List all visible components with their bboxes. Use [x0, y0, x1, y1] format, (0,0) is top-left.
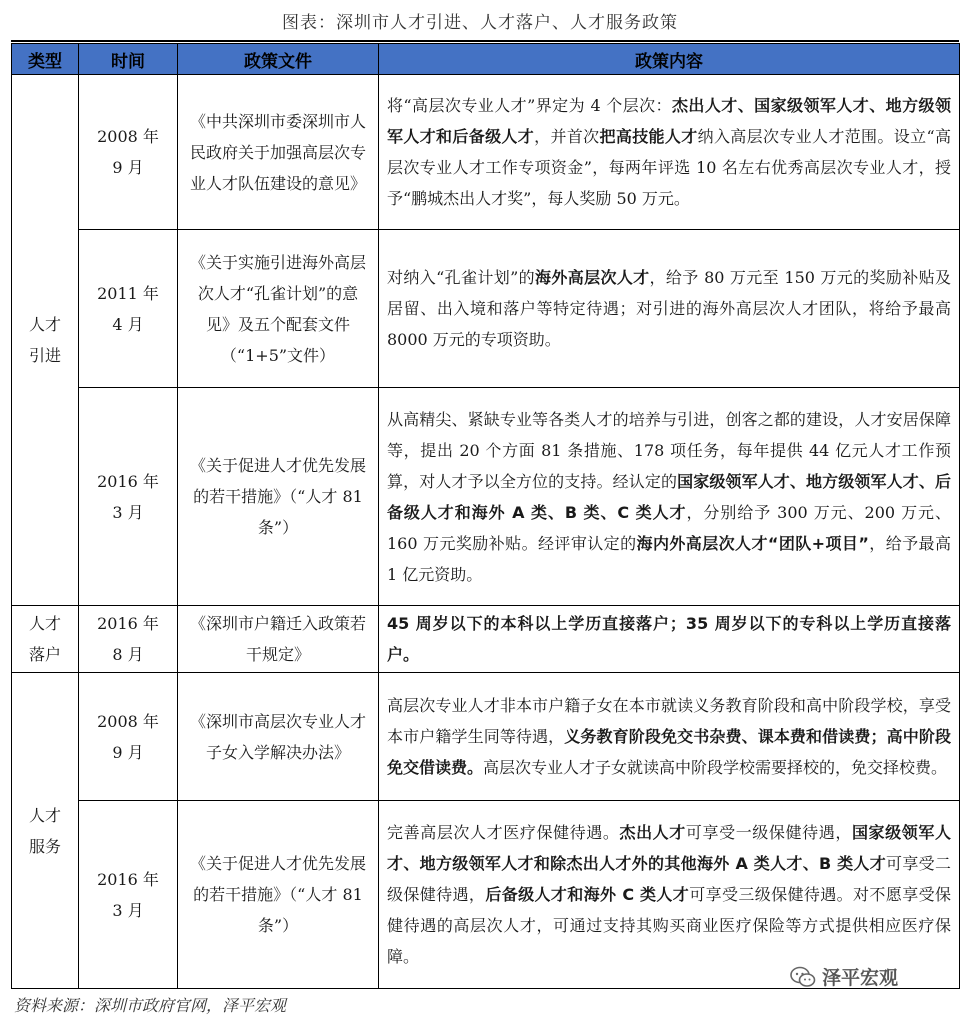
- table-row: [12, 606, 960, 673]
- doc-cell: 《中共深圳市委深圳市人民政府关于加强高层次专业人才队伍建设的意见》: [178, 75, 379, 230]
- header-type: 类型: [12, 44, 79, 75]
- group-service: [12, 673, 79, 989]
- time-label: 2016 年 3 月: [97, 471, 159, 522]
- bold-text: 45 周岁以下的本科以上学历直接落户；35 周岁以下的专科以上学历直接落户。: [387, 614, 951, 664]
- table-row: [12, 388, 960, 606]
- content-text: ，给予 80 万元至 150 万元的奖励补贴及居留、出入境和落户等特定待遇；对引进的海外高层次人才团队，将给予最高 8000 万元的专项资助。: [387, 268, 951, 349]
- group-label: 人才 落户: [28, 614, 61, 664]
- doc-cell: 《深圳市高层次专业人才子女入学解决办法》: [178, 673, 379, 801]
- content-cell: [379, 673, 960, 801]
- top-rule: [11, 40, 959, 42]
- time-cell: [79, 388, 178, 606]
- content-text: 可享受二级保健待遇，: [387, 854, 951, 904]
- time-label: 2016 年 3 月: [97, 869, 159, 920]
- content-cell: [379, 606, 960, 673]
- header-doc: 政策文件: [178, 44, 379, 75]
- bold-text: 杰出人才、国家级领军人才、地方级领军人才和后备级人才: [387, 96, 951, 146]
- wechat-icon: [790, 966, 816, 988]
- watermark-text: 泽平宏观: [822, 967, 899, 989]
- content-text: 将“高层次专业人才”界定为 4 个层次：: [387, 96, 672, 115]
- content-text: ，分别给予 300 万元、200 万元、160 万元奖励补贴。经评审认定的: [387, 502, 951, 553]
- time-cell: [79, 673, 178, 801]
- time-label: 2008 年 9 月: [97, 127, 159, 177]
- header-content: 政策内容: [379, 44, 960, 75]
- figure-title: 图表：深圳市人才引进、人才落户、人才服务政策: [282, 13, 678, 33]
- policy-table: [11, 43, 960, 989]
- time-cell: [79, 606, 178, 673]
- content-text: ，给予最高 1 亿元资助。: [387, 533, 951, 584]
- time-cell: [79, 75, 178, 230]
- content-text: 高层次专业人才子女就读高中阶段学校需要择校的，免交择校费。: [483, 758, 948, 777]
- group-label: 人才 服务: [28, 805, 61, 856]
- doc-cell: 《关于促进人才优先发展的若干措施》（“人才 81 条”）: [178, 388, 379, 606]
- table-row: [12, 801, 960, 989]
- content-cell: [379, 75, 960, 230]
- bold-text: 海内外高层次人才“团队+项目”: [636, 533, 869, 553]
- content-cell: [379, 801, 960, 989]
- content-text: 从高精尖、紧缺专业等各类人才的培养与引进，创客之都的建设，人才安居保障等，提出 20 个方面 81 条措施、178 项任务，每年提供 44 亿元人才工作预算，对人才予以全方位的支持。经认定的: [387, 409, 951, 491]
- time-cell: [79, 230, 178, 388]
- doc-cell: 《关于实施引进海外高层次人才“孔雀计划”的意见》及五个配套文件（“1+5”文件）: [178, 230, 379, 388]
- header-time: 时间: [79, 44, 178, 75]
- group-settle: [12, 606, 79, 673]
- bold-text: 杰出人才: [619, 823, 686, 842]
- bold-text: 海外高层次人才: [535, 268, 650, 287]
- bold-text: 国家级领军人才、地方级领军人才、后备级人才和海外 A 类、B 类、C 类人才: [387, 471, 951, 522]
- bold-text: 把高技能人才: [599, 127, 698, 146]
- time-label: 2008 年 9 月: [97, 711, 159, 762]
- content-text: 完善高层次人才医疗保健待遇。: [387, 823, 620, 842]
- content-text: 对纳入“孔雀计划”的: [387, 268, 535, 287]
- content-text: 纳入高层次专业人才范围。设立“高层次专业人才工作专项资金”，每两年评选 10 名左右优秀高层次专业人才，授予“鹏城杰出人才奖”，每人奖励 50 万元。: [387, 127, 951, 208]
- watermark: [790, 963, 898, 990]
- content-text: ，并首次: [534, 127, 600, 146]
- bold-text: 义务教育阶段免交书杂费、课本费和借读费；高中阶段免交借读费。: [387, 727, 951, 777]
- content-cell: [379, 388, 960, 606]
- content-text: 高层次专业人才非本市户籍子女在本市就读义务教育阶段和高中阶段学校，享受本市户籍学生同等待遇，: [387, 696, 951, 746]
- table-row: [12, 230, 960, 388]
- content-text: 可享受一级保健待遇，: [685, 823, 852, 842]
- content-cell: [379, 230, 960, 388]
- group-label: 人才 引进: [28, 315, 61, 365]
- group-introduce: [12, 75, 79, 606]
- doc-cell: 《关于促进人才优先发展的若干措施》（“人才 81 条”）: [178, 801, 379, 989]
- source-note: 资料来源：深圳市政府官网，泽平宏观: [14, 996, 287, 1015]
- bold-text: 国家级领军人才、地方级领军人才和除杰出人才外的其他海外 A 类人才、B 类人才: [387, 823, 951, 873]
- header-row: [12, 44, 960, 75]
- table-row: [12, 75, 960, 230]
- content-text: 可享受三级保健待遇。对不愿享受保健待遇的高层次人才，可通过支持其购买商业医疗保险等方式提供相应医疗保障。: [387, 885, 951, 966]
- doc-cell: 《深圳市户籍迁入政策若干规定》: [178, 606, 379, 673]
- time-label: 2011 年 4 月: [97, 283, 159, 334]
- table-row: [12, 673, 960, 801]
- bold-text: 后备级人才和海外 C 类人才: [485, 885, 690, 904]
- time-label: 2016 年 8 月: [97, 614, 159, 664]
- time-cell: [79, 801, 178, 989]
